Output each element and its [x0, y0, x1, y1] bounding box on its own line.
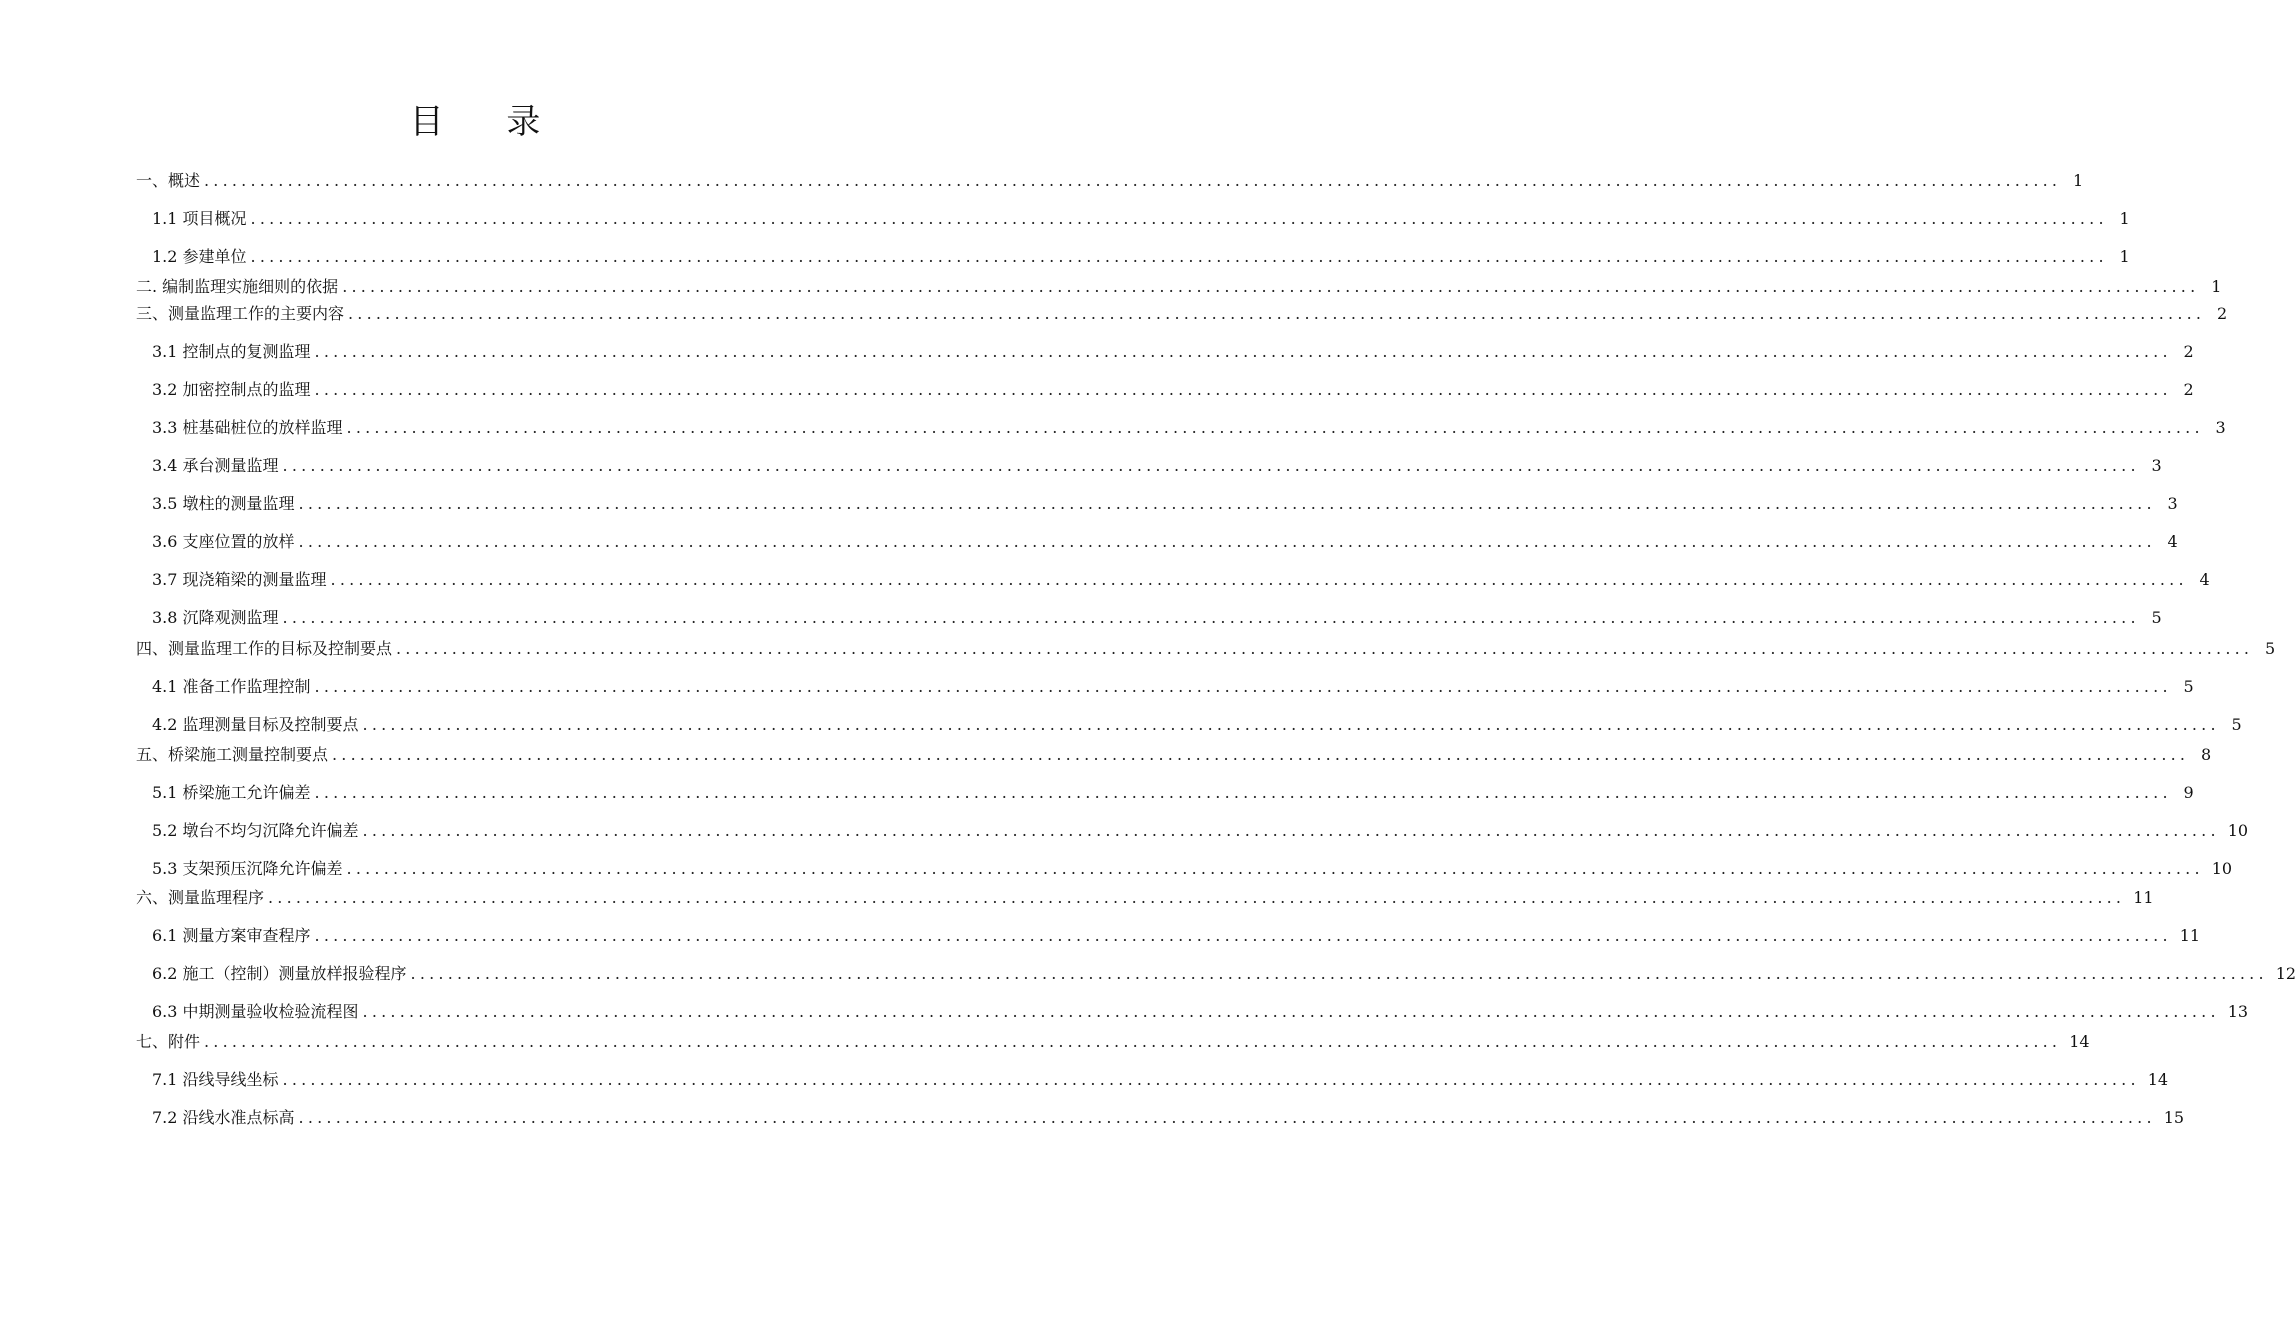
toc-entry[interactable] [152, 1105, 2185, 1129]
toc-dot-leader: ........................................................................................................................................................................................................ [362, 821, 2220, 840]
toc-entry-page-number: 9 [2183, 783, 2194, 802]
toc-dot-leader: ........................................................................................................................................................................................................ [314, 926, 2172, 945]
toc-entry[interactable] [152, 453, 2162, 477]
toc-entry-label: 5.3 支架预压沉降允许偏差 [152, 859, 343, 878]
toc-dot-leader: ........................................................................................................................................................................................................ [314, 677, 2172, 696]
toc-entry[interactable] [152, 491, 2178, 515]
toc-entry-label: 七、附件 [136, 1032, 201, 1051]
toc-entry-label: 3.2 加密控制点的监理 [152, 380, 311, 399]
toc-dot-leader: ........................................................................................................................................................................................................ [282, 456, 2140, 475]
toc-entry[interactable] [152, 377, 2194, 401]
toc-dot-leader: ........................................................................................................................................................................................................ [362, 715, 2220, 734]
toc-entry-label: 3.3 桩基础桩位的放样监理 [152, 418, 343, 437]
toc-dot-leader: ........................................................................................................................................................................................................ [348, 304, 2206, 323]
toc-entry-page-number: 10 [2227, 821, 2249, 840]
toc-entry-label: 1.1 项目概况 [152, 209, 247, 228]
toc-entry-label: 六、测量监理程序 [136, 888, 265, 907]
toc-entry[interactable] [152, 206, 2130, 230]
toc-entry[interactable] [136, 168, 2084, 192]
page-title: 目 录 [409, 102, 567, 142]
toc-entry-label: 5.1 桥梁施工允许偏差 [152, 783, 311, 802]
toc-dot-leader: ........................................................................................................................................................................................................ [298, 1108, 2156, 1127]
toc-dot-leader: ........................................................................................................................................................................................................ [268, 888, 2126, 907]
toc-dot-leader: ........................................................................................................................................................................................................ [204, 171, 2062, 190]
toc-entry[interactable] [152, 674, 2194, 698]
toc-entry-label: 三、测量监理工作的主要内容 [136, 304, 345, 323]
toc-entry-page-number: 2 [2217, 304, 2228, 323]
toc-entry[interactable] [152, 856, 2233, 880]
toc-entry-page-number: 11 [2133, 888, 2154, 907]
toc-entry-label: 6.1 测量方案审查程序 [152, 926, 311, 945]
toc-entry-label: 7.1 沿线导线坐标 [152, 1070, 279, 1089]
toc-entry-page-number: 5 [2231, 715, 2242, 734]
toc-entry-page-number: 1 [2119, 209, 2130, 228]
toc-dot-leader: ........................................................................................................................................................................................................ [282, 1070, 2140, 1089]
toc-entry-page-number: 10 [2211, 859, 2233, 878]
toc-entry[interactable] [152, 1067, 2169, 1091]
toc-entry-label: 3.5 墩柱的测量监理 [152, 494, 295, 513]
toc-entry[interactable] [152, 961, 2296, 985]
toc-entry-page-number: 1 [2119, 247, 2130, 266]
toc-entry-page-number: 3 [2215, 418, 2226, 437]
toc-entry-label: 二. 编制监理实施细则的依据 [136, 277, 339, 296]
toc-entry-page-number: 5 [2183, 677, 2194, 696]
toc-entry[interactable] [152, 818, 2249, 842]
toc-entry-label: 3.8 沉降观测监理 [152, 608, 279, 627]
toc-entry-label: 3.7 现浇箱梁的测量监理 [152, 570, 327, 589]
toc-entry[interactable] [152, 244, 2130, 268]
toc-entry-page-number: 5 [2265, 639, 2276, 658]
toc-dot-leader: ........................................................................................................................................................................................................ [410, 964, 2268, 983]
toc-entry[interactable] [136, 885, 2154, 909]
toc-entry[interactable] [152, 339, 2194, 363]
toc-entry-label: 1.2 参建单位 [152, 247, 247, 266]
toc-entry-label: 3.1 控制点的复测监理 [152, 342, 311, 361]
toc-entry-page-number: 8 [2201, 745, 2212, 764]
toc-entry[interactable] [152, 999, 2249, 1023]
toc-dot-leader: ........................................................................................................................................................................................................ [396, 639, 2254, 658]
toc-entry-label: 3.4 承台测量监理 [152, 456, 279, 475]
toc-entry-page-number: 11 [2179, 926, 2201, 945]
toc-entry-label: 3.6 支座位置的放样 [152, 532, 295, 551]
toc-entry[interactable] [136, 1029, 2090, 1053]
toc-dot-leader: ........................................................................................................................................................................................................ [330, 570, 2188, 589]
toc-entry-label: 4.2 监理测量目标及控制要点 [152, 715, 359, 734]
toc-dot-leader: ........................................................................................................................................................................................................ [282, 608, 2140, 627]
toc-dot-leader: ........................................................................................................................................................................................................ [204, 1032, 2062, 1051]
toc-entry-page-number: 13 [2227, 1002, 2249, 1021]
toc-dot-leader: ........................................................................................................................................................................................................ [314, 783, 2172, 802]
toc-entry-label: 4.1 准备工作监理控制 [152, 677, 311, 696]
toc-entry-page-number: 14 [2147, 1070, 2169, 1089]
toc-dot-leader: ........................................................................................................................................................................................................ [250, 209, 2108, 228]
toc-entry[interactable] [136, 274, 2222, 298]
toc-entry-page-number: 4 [2199, 570, 2210, 589]
toc-dot-leader: ........................................................................................................................................................................................................ [346, 859, 2204, 878]
toc-entry-page-number: 1 [2211, 277, 2222, 296]
toc-entry-label: 四、测量监理工作的目标及控制要点 [136, 639, 393, 658]
toc-dot-leader: ........................................................................................................................................................................................................ [298, 494, 2156, 513]
toc-entry-page-number: 2 [2183, 380, 2194, 399]
toc-entry[interactable] [152, 567, 2210, 591]
toc-entry[interactable] [136, 742, 2212, 766]
toc-entry-label: 6.2 施工（控制）测量放样报验程序 [152, 964, 407, 983]
toc-entry[interactable] [152, 780, 2194, 804]
toc-entry-page-number: 15 [2163, 1108, 2185, 1127]
toc-entry[interactable] [152, 529, 2178, 553]
toc-entry[interactable] [136, 636, 2276, 660]
toc-dot-leader: ........................................................................................................................................................................................................ [362, 1002, 2220, 1021]
toc-dot-leader: ........................................................................................................................................................................................................ [250, 247, 2108, 266]
toc-dot-leader: ........................................................................................................................................................................................................ [298, 532, 2156, 551]
toc-entry-label: 6.3 中期测量验收检验流程图 [152, 1002, 359, 1021]
toc-entry[interactable] [152, 712, 2242, 736]
toc-entry-page-number: 4 [2167, 532, 2178, 551]
toc-entry-label: 7.2 沿线水准点标高 [152, 1108, 295, 1127]
toc-dot-leader: ........................................................................................................................................................................................................ [314, 342, 2172, 361]
toc-entry[interactable] [136, 301, 2228, 325]
toc-entry-page-number: 14 [2069, 1032, 2090, 1051]
toc-dot-leader: ........................................................................................................................................................................................................ [342, 277, 2200, 296]
toc-entry-page-number: 12 [2275, 964, 2296, 983]
toc-entry-label: 一、概述 [136, 171, 201, 190]
toc-entry-page-number: 3 [2151, 456, 2162, 475]
toc-entry-page-number: 1 [2073, 171, 2084, 190]
toc-entry-page-number: 5 [2151, 608, 2162, 627]
toc-entry-page-number: 3 [2167, 494, 2178, 513]
toc-entry-label: 5.2 墩台不均匀沉降允许偏差 [152, 821, 359, 840]
toc-entry[interactable] [152, 415, 2226, 439]
toc-dot-leader: ........................................................................................................................................................................................................ [332, 745, 2190, 764]
toc-entry[interactable] [152, 923, 2201, 947]
toc-entry[interactable] [152, 605, 2162, 629]
toc-dot-leader: ........................................................................................................................................................................................................ [314, 380, 2172, 399]
toc-dot-leader: ........................................................................................................................................................................................................ [346, 418, 2204, 437]
toc-entry-page-number: 2 [2183, 342, 2194, 361]
toc-entry-label: 五、桥梁施工测量控制要点 [136, 745, 329, 764]
